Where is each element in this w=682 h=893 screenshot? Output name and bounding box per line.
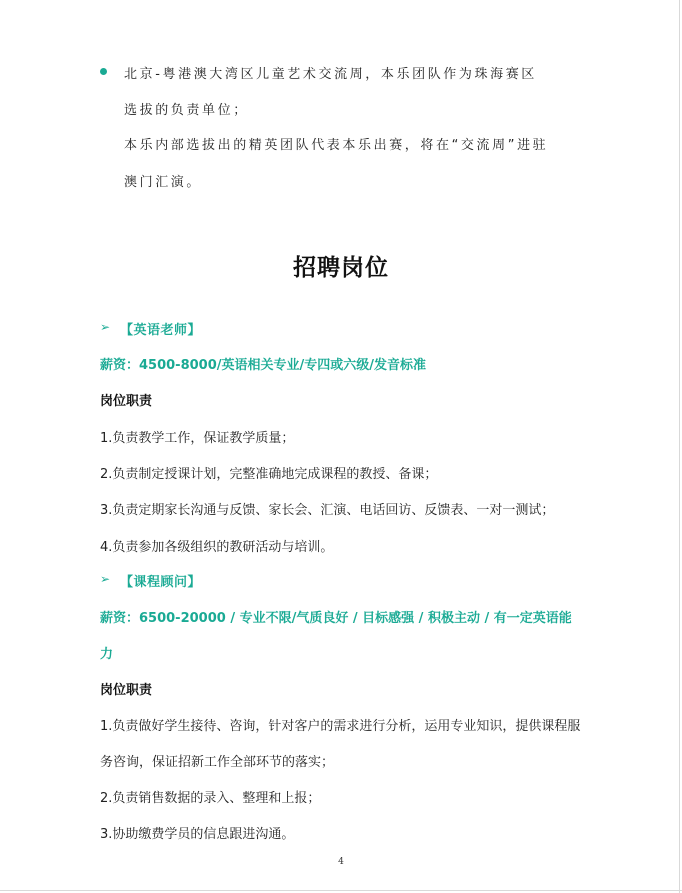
arrow-bullet-icon: ➢ — [100, 572, 111, 586]
section-title: 招聘岗位 — [293, 255, 389, 281]
position-name: 【课程顾问】 — [120, 575, 202, 590]
page-number: 4 — [338, 857, 344, 867]
arrow-bullet-icon: ➢ — [100, 320, 111, 334]
intro-line: 澳门汇演。 — [124, 175, 203, 190]
bullet-dot-icon — [100, 68, 107, 75]
duty-item: 3.负责定期家长沟通与反馈、家长会、汇演、电话回访、反馈表、一对一测试； — [100, 503, 555, 518]
duty-item: 务咨询，保证招新工作全部环节的落实； — [100, 755, 335, 770]
duty-item: 1.负责教学工作，保证教学质量； — [100, 431, 295, 446]
position-name: 【英语老师】 — [120, 323, 202, 338]
duty-item: 4.负责参加各级组织的教研活动与培训。 — [100, 540, 334, 555]
duty-item: 1.负责做好学生接待、咨询，针对客户的需求进行分析，运用专业知识，提供课程服 — [100, 719, 581, 734]
page-edge — [0, 890, 682, 891]
salary-line: 薪资：4500-8000/英语相关专业/专四或六级/发音标准 — [100, 358, 427, 373]
intro-line: 北京-粤港澳大湾区儿童艺术交流周，本乐团队作为珠海赛区 — [124, 67, 537, 82]
salary-line: 薪资：6500-20000 / 专业不限/气质良好 / 目标感强 / 积极主动 / 有一定英语能 — [100, 611, 572, 626]
page-edge — [679, 0, 680, 893]
duty-item: 2.负责销售数据的录入、整理和上报； — [100, 791, 321, 806]
intro-line: 本乐内部选拔出的精英团队代表本乐出赛，将在“交流周”进驻 — [124, 138, 549, 153]
salary-line: 力 — [100, 647, 114, 662]
duty-heading: 岗位职责 — [100, 394, 153, 409]
duty-item: 3.协助缴费学员的信息跟进沟通。 — [100, 827, 295, 842]
duty-item: 2.负责制定授课计划，完整准确地完成课程的教授、备课； — [100, 467, 438, 482]
duty-heading: 岗位职责 — [100, 683, 153, 698]
intro-line: 选拔的负责单位； — [124, 103, 249, 118]
